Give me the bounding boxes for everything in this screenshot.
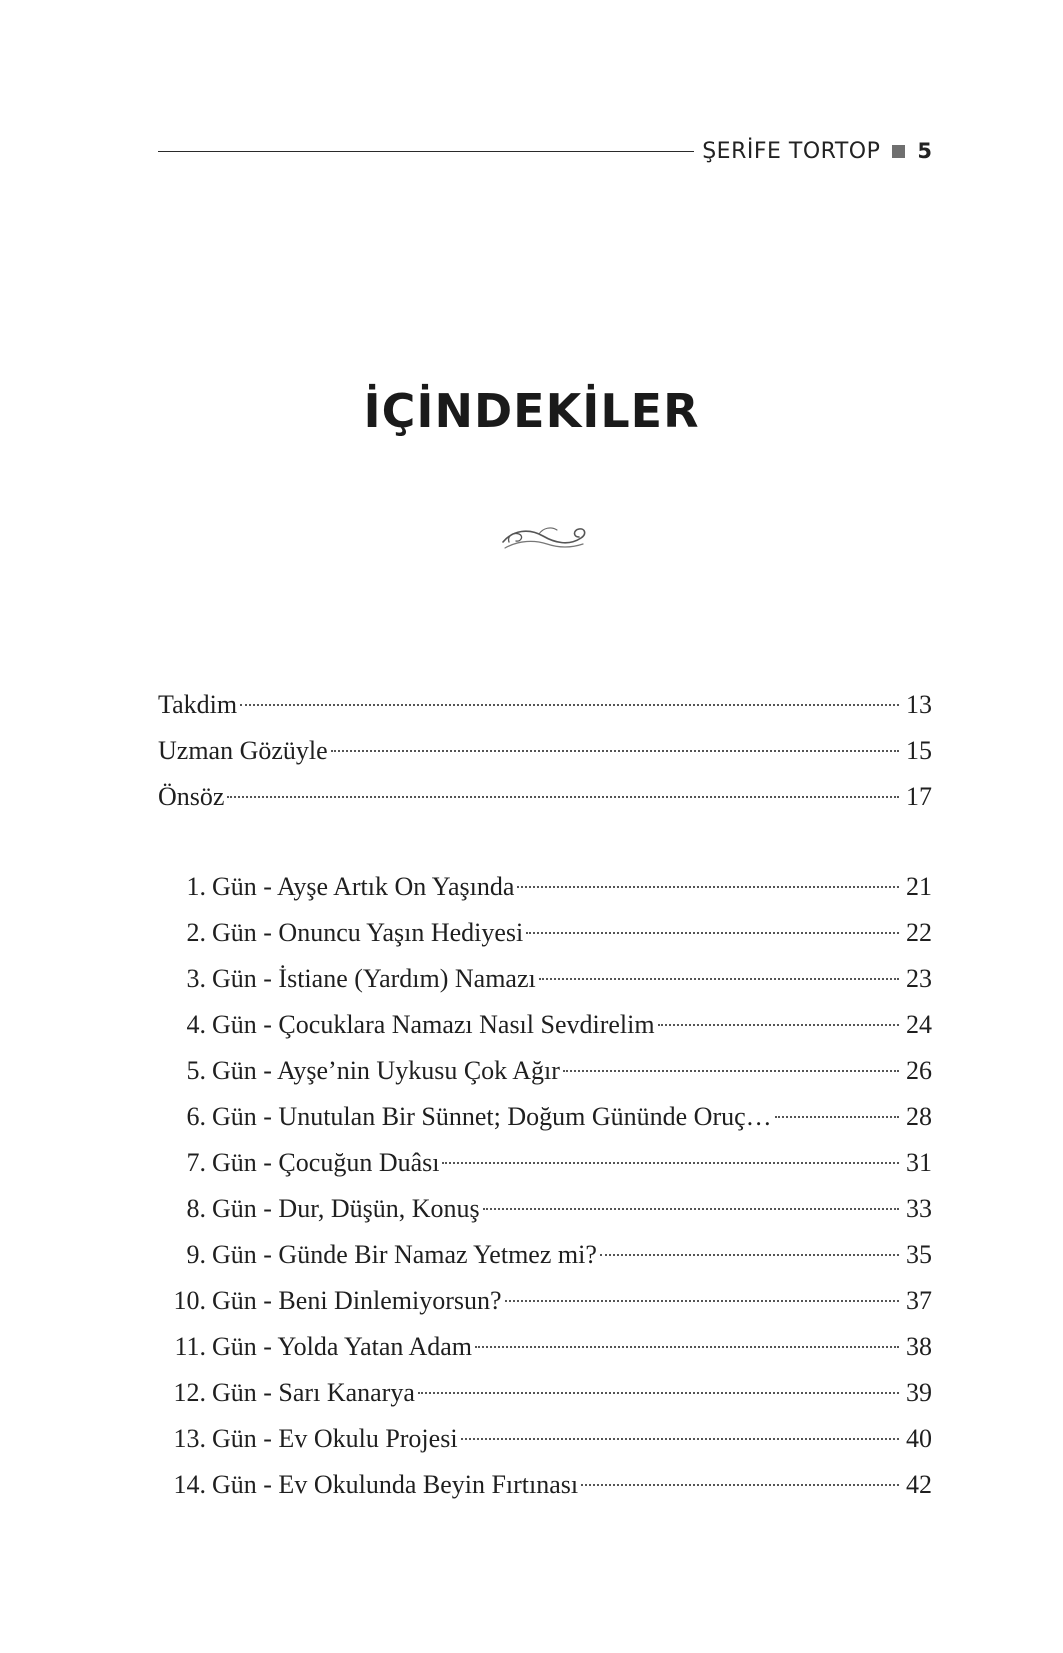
dot-leader <box>240 704 899 706</box>
toc-entry <box>158 728 932 774</box>
toc-entry-page: 28 <box>906 1102 932 1131</box>
toc-entry <box>158 1462 932 1508</box>
dot-leader <box>505 1300 899 1302</box>
toc-entry-page: 13 <box>906 690 932 719</box>
toc-entry-number: 3. <box>186 964 206 993</box>
dot-leader <box>475 1346 899 1348</box>
toc-entry <box>158 1370 932 1416</box>
toc-entry-number: 9. <box>186 1240 206 1269</box>
toc-entry <box>158 864 932 910</box>
dot-leader <box>331 750 899 752</box>
toc-entry-title: Takdim <box>158 690 238 719</box>
toc-entry <box>158 1094 932 1140</box>
toc-entry-number: 2. <box>186 918 206 947</box>
running-header <box>158 136 932 166</box>
toc-entry <box>158 1232 932 1278</box>
dot-leader <box>539 978 899 980</box>
flourish-ornament-icon <box>499 520 589 556</box>
toc-entry-page: 35 <box>906 1240 932 1269</box>
toc-entry-page: 40 <box>906 1424 932 1453</box>
toc-entry-number: 1. <box>186 872 206 901</box>
toc-entry-number: 6. <box>186 1102 206 1131</box>
dot-leader <box>658 1024 899 1026</box>
dot-leader <box>461 1438 899 1440</box>
toc-entry <box>158 956 932 1002</box>
toc-entry-page: 21 <box>906 872 932 901</box>
toc-entry-title: Gün - Onuncu Yaşın Hediyesi <box>212 918 524 947</box>
toc-entry <box>158 910 932 956</box>
toc-entry <box>158 682 932 728</box>
front-matter-list <box>158 682 932 820</box>
toc-entry-number: 11. <box>174 1332 206 1361</box>
toc-entry-title: Gün - Ev Okulunda Beyin Fırtınası <box>212 1470 579 1499</box>
chapter-list <box>158 864 932 1508</box>
header-square-icon <box>892 145 905 158</box>
header-author: ŞERİFE TORTOP <box>702 138 881 164</box>
dot-leader <box>526 932 899 934</box>
toc-entry-title: Gün - Ayşe’nin Uykusu Çok Ağır <box>212 1056 560 1085</box>
toc-entry-title: Önsöz <box>158 782 225 811</box>
toc-entry-number: 8. <box>186 1194 206 1223</box>
toc-entry <box>158 774 932 820</box>
toc-entry-title: Gün - Günde Bir Namaz Yetmez mi? <box>212 1240 597 1269</box>
toc-entry-title: Gün - Unutulan Bir Sünnet; Doğum Gününde Oruç… <box>212 1102 772 1131</box>
toc-entry-page: 42 <box>906 1470 932 1499</box>
dot-leader <box>563 1070 899 1072</box>
toc-entry-page: 31 <box>906 1148 932 1177</box>
toc-entry <box>158 1140 932 1186</box>
toc-entry <box>158 1416 932 1462</box>
toc-entry-title: Gün - Ayşe Artık On Yaşında <box>212 872 515 901</box>
toc-entry <box>158 1002 932 1048</box>
toc-entry-number: 13. <box>173 1424 206 1453</box>
table-of-contents <box>158 682 932 1508</box>
header-page-number: 5 <box>917 139 932 163</box>
toc-entry <box>158 1048 932 1094</box>
toc-entry-page: 26 <box>906 1056 932 1085</box>
toc-entry-title: Gün - Çocuğun Duâsı <box>212 1148 440 1177</box>
dot-leader <box>227 796 899 798</box>
toc-entry-page: 15 <box>906 736 932 765</box>
dot-leader <box>517 886 899 888</box>
dot-leader <box>775 1116 899 1118</box>
toc-entry-page: 33 <box>906 1194 932 1223</box>
toc-entry-title: Gün - Dur, Düşün, Konuş <box>212 1194 480 1223</box>
toc-entry-number: 10. <box>173 1286 206 1315</box>
toc-entry <box>158 1186 932 1232</box>
toc-entry-page: 39 <box>906 1378 932 1407</box>
toc-entry-number: 14. <box>173 1470 206 1499</box>
toc-entry-page: 22 <box>906 918 932 947</box>
toc-entry-title: Gün - Yolda Yatan Adam <box>212 1332 473 1361</box>
toc-entry-number: 5. <box>186 1056 206 1085</box>
toc-entry-title: Gün - Beni Dinlemiyorsun? <box>212 1286 502 1315</box>
toc-entry-title: Gün - Çocuklara Namazı Nasıl Sevdirelim <box>212 1010 655 1039</box>
toc-entry-number: 7. <box>186 1148 206 1177</box>
toc-entry-page: 17 <box>906 782 932 811</box>
dot-leader <box>442 1162 899 1164</box>
toc-entry <box>158 1278 932 1324</box>
header-rule <box>158 151 694 152</box>
toc-entry-page: 37 <box>906 1286 932 1315</box>
dot-leader <box>418 1392 899 1394</box>
toc-title: İÇİNDEKİLER <box>363 384 700 438</box>
toc-entry-number: 12. <box>173 1378 206 1407</box>
toc-entry-title: Gün - Ev Okulu Projesi <box>212 1424 458 1453</box>
toc-entry-title: Gün - İstiane (Yardım) Namazı <box>212 964 536 993</box>
toc-entry-title: Gün - Sarı Kanarya <box>212 1378 415 1407</box>
toc-spacer <box>158 820 932 864</box>
toc-entry-page: 38 <box>906 1332 932 1361</box>
dot-leader <box>483 1208 899 1210</box>
toc-entry-page: 24 <box>906 1010 932 1039</box>
dot-leader <box>581 1484 899 1486</box>
toc-entry-page: 23 <box>906 964 932 993</box>
toc-entry-title: Uzman Gözüyle <box>158 736 328 765</box>
toc-entry-number: 4. <box>186 1010 206 1039</box>
toc-entry <box>158 1324 932 1370</box>
dot-leader <box>600 1254 899 1256</box>
